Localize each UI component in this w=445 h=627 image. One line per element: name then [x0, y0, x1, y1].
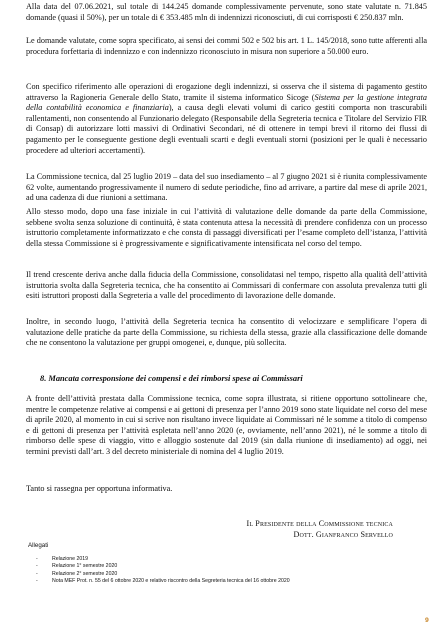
- paragraph-riunioni-commissione: La Commissione tecnica, dal 25 luglio 2019 – data del suo insediamento – al 7 giugno 2021 si è riunita complessivamente 62 volte, aumentando progressivamente il numero di sedute periodiche, fino ad arrivare, a partire dal mese di aprile 2021, ad una cadenza di due riunioni a settimana.: [26, 172, 427, 203]
- paragraph-closing: Tanto si rassegna per opportuna informativa.: [26, 484, 173, 493]
- sicoge-definition: Sistema per la gestione integrata della contabilità economica e finanziaria: [26, 92, 427, 113]
- attachment-item: - Relazione 1° semestre 2020: [36, 563, 118, 570]
- attachment-item: - Relazione 2019: [36, 556, 89, 562]
- bullet-dash: -: [36, 570, 38, 577]
- signature-name: Dott. Gianfranco Servello: [293, 530, 393, 539]
- paragraph-sistema-pagamento-part1: Con specifico riferimento alle operazioni di erogazione degli indennizzi, si osserva che il sistema di pagamento gestito attraverso la Ragioneria Generale dello Stato, tramite il sistema informatico Sicoge (: [26, 82, 427, 102]
- paragraph-sistema-pagamento-part2: ), a causa degli elevati volumi di carico gestiti comporta non trascurabili rallentamenti, non consentendo al Funzionario delegato (Responsabile della Segreteria tecnica e Titolare del Servizio FIR di Consap) di autorizzare lotti massivi di Ordinativi Secondari, né di ottenere in tempi brevi il ritorno dei flussi di pagamento per le conseguente gestione degli eventuali scarti e degli eventuali storni (posizioni per le quali è necessario procedere ad ulteriori accertamenti).: [26, 103, 427, 155]
- paragraph-sistema-pagamento: [26, 82, 427, 156]
- bullet-dash: -: [36, 563, 38, 570]
- paragraph-attivita-valutazione: Allo stesso modo, dopo una fase iniziale in cui l’attività di valutazione delle domande da parte della Commissione, sebbene svolta senza soluzione di continuità, è stata contenuta attesa la necessità di prendere confidenza con un processo istruttorio completamente informatizzato e che consta di passaggi diversificati per l’esame completo dell’istanza, l’attività della stessa Commissione si è progressivamente e significativamente intensificata nel corso del tempo.: [26, 207, 427, 248]
- paragraph-domande-valutate: Alla data del 07.06.2021, sul totale di 144.245 domande complessivamente pervenute, sono state valutate n. 71.845 domande (quasi il 50%), per un totale di € 353.485 mln di indennizzi riconosciuti, di cui corrisposti € 250.837 mln.: [26, 2, 427, 22]
- attachment-item: - Relazione 2° semestre 2020: [36, 570, 118, 577]
- page-number: 9: [425, 617, 429, 624]
- attachments-title: Allegati: [28, 542, 49, 549]
- attachment-item: - Nota MEF Prot. n. 55 del 6 ottobre 2020 e relativo riscontro della Segreteria tecnica del 16 ottobre 2020: [36, 578, 290, 585]
- paragraph-velocizzare: Inoltre, in secondo luogo, l’attività della Segreteria tecnica ha consentito di velocizzare e semplificare l’opera di valutazione delle pratiche da parte della Commissione, su richiesta della stessa, grazie alla classificazione delle domande che ne consentono la valutazione per gruppi omogenei, e, dunque, più sollecita.: [26, 317, 427, 348]
- signature-title: Il Presidente della Commissione tecnica: [246, 519, 393, 528]
- paragraph-procedura-forfettaria: Le domande valutate, come sopra specificato, ai sensi dei commi 502 e 502 bis art. 1 L. 145/2018, sono tutte afferenti alla procedura forfettaria di indennizzo e con indennizzo riconosciuto in misura non superiore a 50.000 euro.: [26, 36, 427, 56]
- bullet-dash: -: [36, 556, 38, 562]
- section-heading: 8. Mancata corresponsione dei compensi e dei rimborsi spese ai Commissari: [40, 374, 303, 383]
- attachments-list: [36, 556, 290, 586]
- paragraph-compensi: A fronte dell’attività prestata dalla Commissione tecnica, come sopra illustrata, si ritiene opportuno sottolineare che, mentre le competenze relative ai compensi e ai gettoni di presenza per l’anno 2019 sono state liquidate nel corso del mese di aprile 2020, al momento in cui si scrive non risultano invece liquidate ai Commissari né le somme a titolo di compenso e di gettoni di presenza per l’attività espletata nell’anno 2020 (e, ovviamente, nell’anno 2021), né le somme a titolo di rimborso delle spese di viaggio, vitto e alloggio sostenute dal 2019 (sin dalla riunione di insediamento) ad oggi, nei termini previsti dall’art. 3 del decreto ministeriale di nomina del 4 luglio 2019.: [26, 394, 427, 456]
- bullet-dash: -: [36, 578, 38, 585]
- paragraph-trend-crescente: Il trend crescente deriva anche dalla fiducia della Commissione, consolidatasi nel tempo, rispetto alla qualità dell’attività istruttoria svolta dalla Segreteria tecnica, che ha consentito ai Commissari di confermare con assoluta prevalenza tutti gli esiti istruttori proposti dalla Segreteria a valle del procedimento di lavorazione delle domande.: [26, 270, 427, 301]
